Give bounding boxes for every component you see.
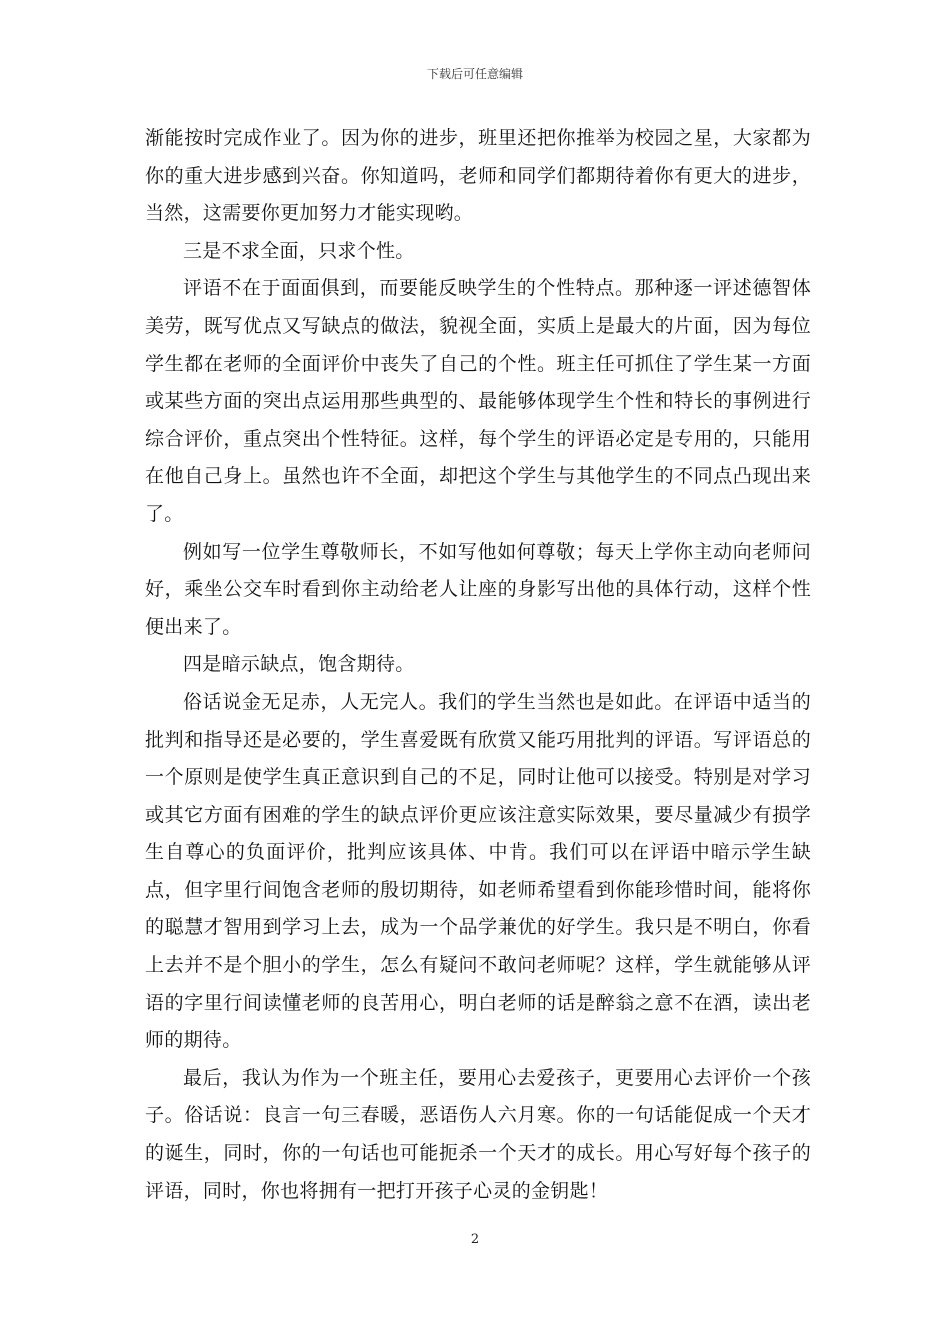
document-body <box>145 120 811 1210</box>
page-header: 下载后可任意编辑 <box>426 67 523 81</box>
paragraph-conclusion: 最后，我认为作为一个班主任，要用心去爱孩子，更要用心去评价一个孩子。俗话说：良言一句三春暖，恶语伤人六月寒。你的一句话能促成一个天才的诞生，同时，你的一句话也可能扼杀一个天才的成长。用心写好每个孩子的评语，同时，你也将拥有一把打开孩子心灵的金钥匙！ <box>145 1066 811 1202</box>
paragraph: 评语不在于面面俱到，而要能反映学生的个性特点。那种逐一评述德智体美劳，既写优点又写缺点的做法，貌视全面，实质上是最大的片面，因为每位学生都在老师的全面评价中丧失了自己的个性。班主任可抓住了学生某一方面或某些方面的突出点运用那些典型的、最能够体现学生个性和特长的事例进行综合评价，重点突出个性特征。这样，每个学生的评语必定是专用的，只能用在他自己身上。虽然也许不全面，却把这个学生与其他学生的不同点凸现出来了。 <box>145 277 811 525</box>
paragraph: 例如写一位学生尊敬师长，不如写他如何尊敬；每天上学你主动向老师问好，乘坐公交车时看到你主动给老人让座的身影写出他的具体行动，这样个性便出来了。 <box>145 540 811 638</box>
paragraph: 俗话说金无足赤，人无完人。我们的学生当然也是如此。在评语中适当的批判和指导还是必要的，学生喜爱既有欣赏又能巧用批判的评语。写评语总的一个原则是使学生真正意识到自己的不足，同时让他可以接受。特别是对学习或其它方面有困难的学生的缺点评价更应该注意实际效果，要尽量减少有损学生自尊心的负面评价，批判应该具体、中肯。我们可以在评语中暗示学生缺点，但字里行间饱含老师的殷切期待，如老师希望看到你能珍惜时间，能将你的聪慧才智用到学习上去，成为一个品学兼优的好学生。我只是不明白，你看上去并不是个胆小的学生，怎么有疑问不敢问老师呢？这样，学生就能够从评语的字里行间读懂老师的良苦用心，明白老师的话是醉翁之意不在酒，读出老师的期待。 <box>145 690 811 1052</box>
paragraph-continuation: 渐能按时完成作业了。因为你的进步，班里还把你推举为校园之星，大家都为你的重大进步感到兴奋。你知道吗，老师和同学们都期待着你有更大的进步，当然，这需要你更加努力才能实现哟。 <box>145 127 811 225</box>
section-heading-3: 三是不求全面，只求个性。 <box>183 239 415 262</box>
section-heading-4: 四是暗示缺点，饱含期待。 <box>183 653 415 676</box>
page-number: 2 <box>470 1232 480 1247</box>
